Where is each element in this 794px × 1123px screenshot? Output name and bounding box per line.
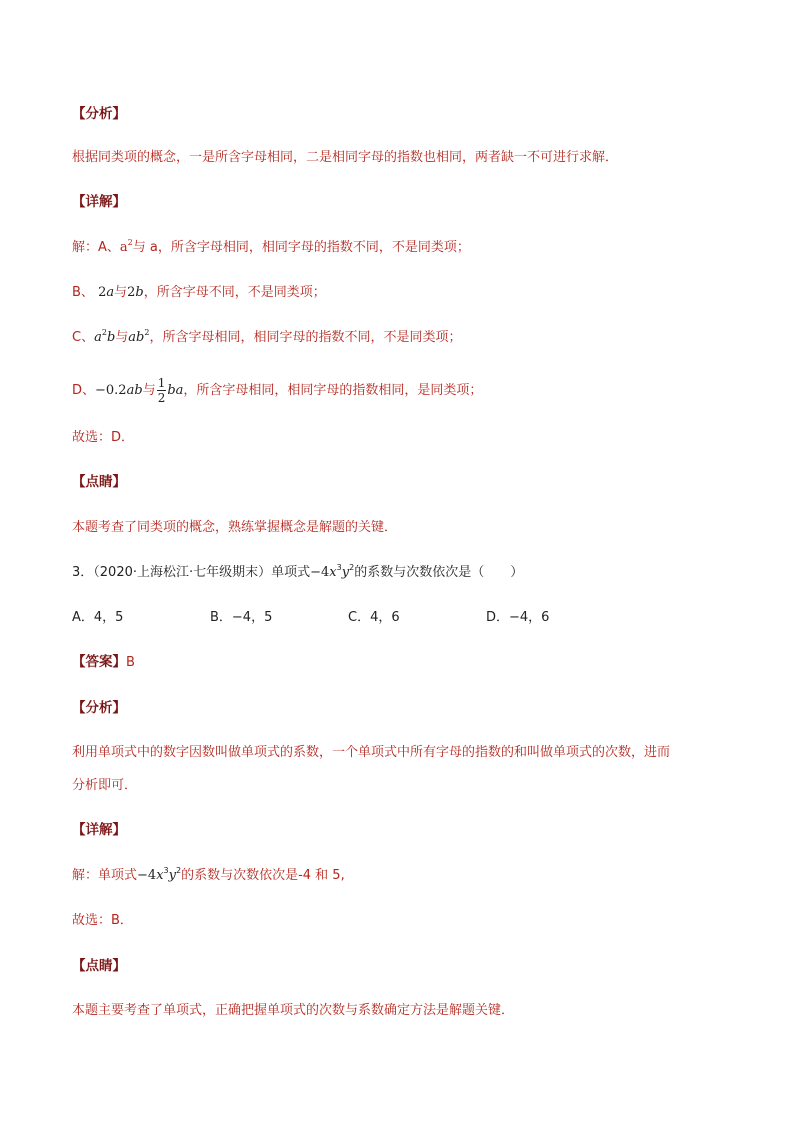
formula-2b: 2b <box>127 285 144 300</box>
detail-option-a <box>72 238 470 258</box>
detail-c-prefix: C、 <box>72 330 95 345</box>
detail-heading-2: 【详解】 <box>72 822 126 838</box>
answer-value: B <box>126 655 135 670</box>
detail-a-prefix: 解：A、 <box>72 240 120 255</box>
option-a: A．4，5 <box>72 610 124 625</box>
comment-text: 本题考查了同类项的概念，熟练掌握概念是解题的关键． <box>72 520 398 535</box>
answer-heading: 【答案】 <box>72 654 126 670</box>
comment-heading: 【点睛】 <box>72 474 126 490</box>
comment-text-2: 本题主要考查了单项式，正确把握单项式的次数与系数确定方法是解题关键． <box>72 1003 515 1018</box>
detail-d-suffix: ，所含字母相同，相同字母的指数相同，是同类项； <box>183 383 483 398</box>
analysis-heading-2: 【分析】 <box>72 700 126 716</box>
detail-text-2 <box>72 866 345 886</box>
detail-b-suffix: ，所含字母不同，不是同类项； <box>143 285 326 300</box>
formula-neg-0-2ab: −0.2ab <box>95 383 143 398</box>
question-3-prefix: 3．（2020·上海松江·七年级期末）单项式 <box>72 565 311 580</box>
detail-c-mid: 与 <box>115 330 129 345</box>
option-c: C．4，6 <box>348 610 400 625</box>
analysis-text-2-line2: 分析即可． <box>72 778 138 793</box>
analysis-text: 根据同类项的概念，一是所含字母相同，二是相同字母的指数也相同，两者缺一不可进行求解． <box>72 150 619 165</box>
question-3-options <box>72 608 712 628</box>
question-3 <box>72 563 523 583</box>
detail-c-suffix: ，所含字母相同，相同字母的指数不同，不是同类项； <box>149 330 462 345</box>
comment-heading-2: 【点睛】 <box>72 958 126 974</box>
formula-ab2: $ab^2$ <box>128 328 150 345</box>
formula-a-squared: $a^2$ <box>119 238 133 255</box>
detail-option-b <box>72 283 326 303</box>
detail-option-d <box>72 376 482 405</box>
detail-d-mid: 与 <box>142 383 156 398</box>
detail-d-prefix: D、 <box>72 383 96 398</box>
formula-monomial: $-4x^3y^2$ <box>310 563 355 580</box>
formula-monomial-2: $-4x^3y^2$ <box>137 866 182 883</box>
detail-heading: 【详解】 <box>72 194 126 210</box>
option-b: B．−4，5 <box>210 610 273 625</box>
question-3-suffix: 的系数与次数依次是（ ） <box>354 565 524 580</box>
answer-line <box>72 652 135 673</box>
detail-2-prefix: 解：单项式 <box>72 868 138 883</box>
analysis-heading: 【分析】 <box>72 106 126 122</box>
detail-option-c <box>72 328 461 348</box>
choice-text-2: 故选：B． <box>72 913 133 928</box>
detail-b-mid: 与 <box>114 285 128 300</box>
formula-2a: 2a <box>98 285 115 300</box>
option-d: D．−4，6 <box>486 610 550 625</box>
choice-text: 故选：D． <box>72 430 135 445</box>
fraction-one-half: $\frac{1}{2}$ <box>157 376 166 405</box>
analysis-text-2-line1: 利用单项式中的数字因数叫做单项式的系数，一个单项式中所有字母的指数的和叫做单项式的次数，进而 <box>72 745 671 760</box>
detail-a-mid: 与 a，所含字母相同，相同字母的指数不同，不是同类项； <box>132 240 470 255</box>
detail-b-prefix: B、 <box>72 285 94 300</box>
formula-ba: ba <box>167 383 184 398</box>
formula-a2b: $a^2b$ <box>94 328 116 345</box>
detail-2-suffix: 的系数与次数依次是-4 和 5, <box>181 868 345 883</box>
